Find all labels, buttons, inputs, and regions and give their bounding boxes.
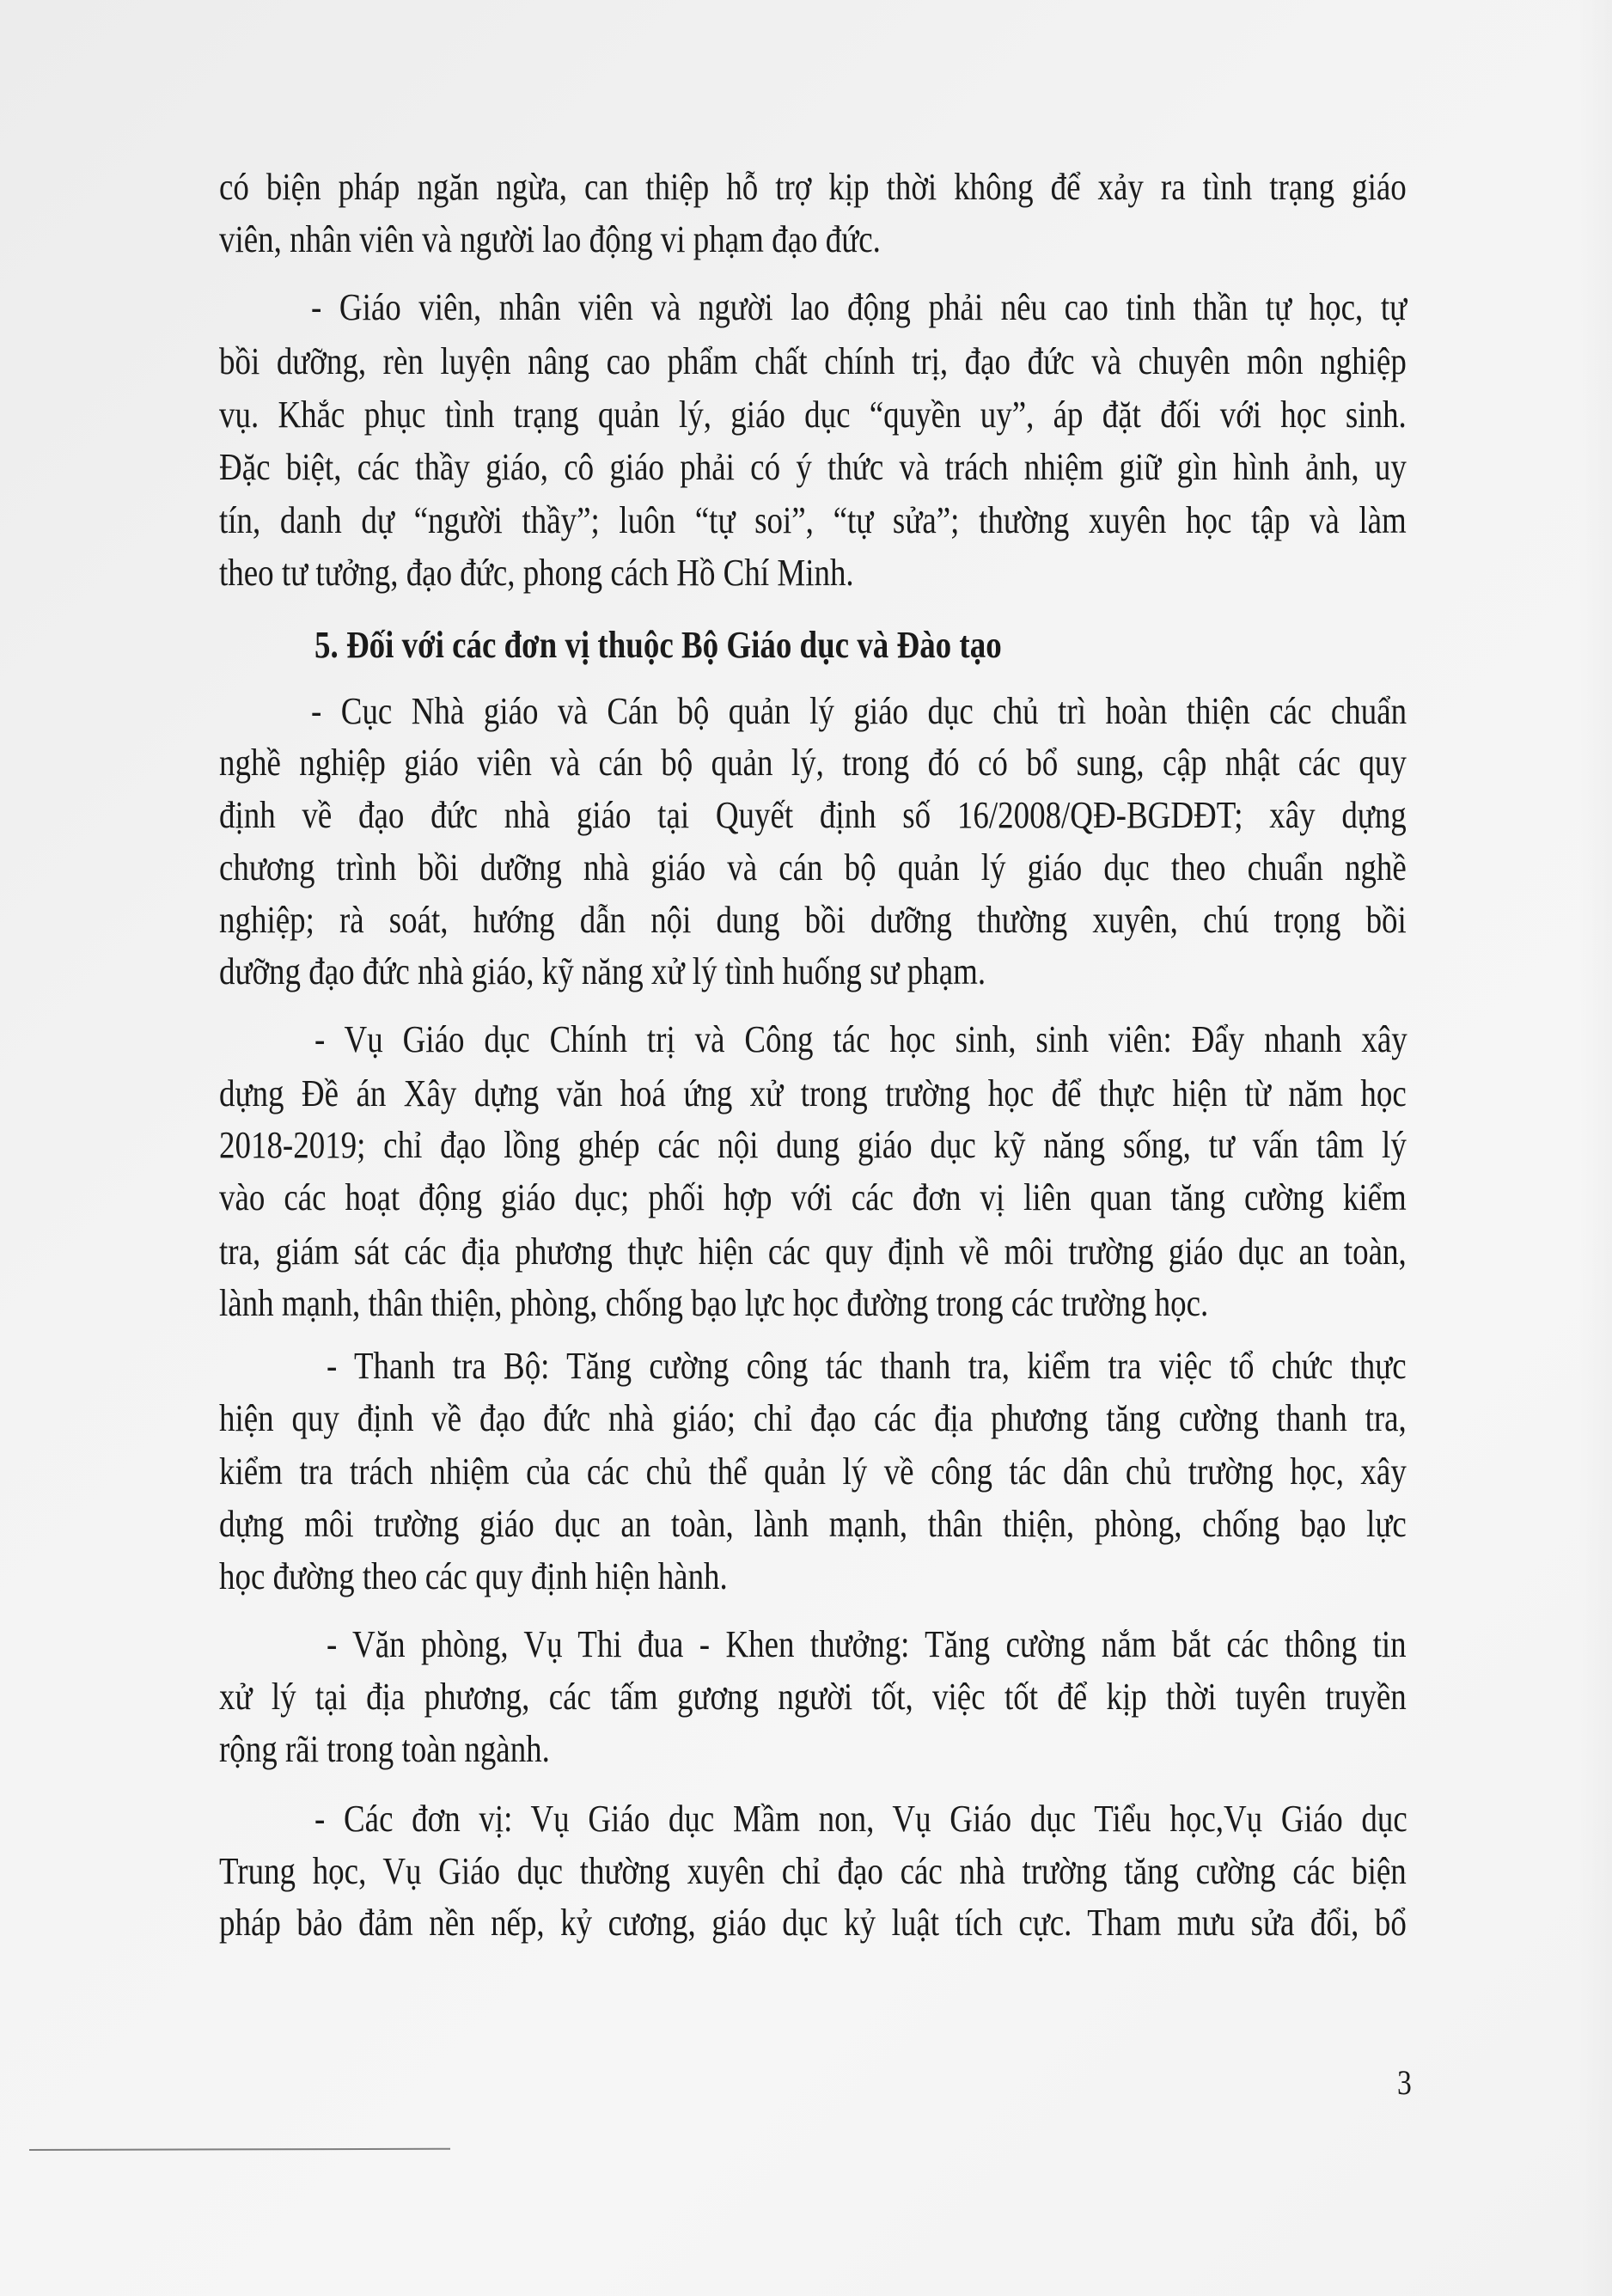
text-line: Trung học, Vụ Giáo dục thường xuyên chỉ đạo các nhà trường tăng cường các biện: [219, 1850, 1407, 1892]
text-line: nghề nghiệp giáo viên và cán bộ quản lý, trong đó có bổ sung, cập nhật các quy: [219, 742, 1407, 784]
text-line: rộng rãi trong toàn ngành.: [219, 1728, 550, 1770]
text-line: tra, giám sát các địa phương thực hiện các quy định về môi trường giáo dục an toàn,: [219, 1230, 1407, 1273]
text-line: lành mạnh, thân thiện, phòng, chống bạo lực học đường trong các trường học.: [219, 1282, 1209, 1324]
text-line: - Giáo viên, nhân viên và người lao động phải nêu cao tinh thần tự học, tự: [311, 286, 1407, 328]
text-line: chương trình bồi dưỡng nhà giáo và cán bộ quản lý giáo dục theo chuẩn nghề: [219, 846, 1407, 888]
text-line: định về đạo đức nhà giáo tại Quyết định số 16/2008/QĐ-BGDĐT; xây dựng: [219, 794, 1407, 836]
text-line: tín, danh dự “người thầy”; luôn “tự soi”, “tự sửa”; thường xuyên học tập và làm: [219, 499, 1407, 541]
text-line: theo tư tưởng, đạo đức, phong cách Hồ Chí Minh.: [219, 552, 854, 594]
text-line: hiện quy định về đạo đức nhà giáo; chỉ đạo các địa phương tăng cường thanh tra,: [219, 1397, 1407, 1439]
text-line: - Các đơn vị: Vụ Giáo dục Mầm non, Vụ Giáo dục Tiểu học,Vụ Giáo dục: [314, 1798, 1407, 1840]
text-line: kiểm tra trách nhiệm của các chủ thể quản lý về công tác dân chủ trường học, xây: [219, 1450, 1407, 1493]
text-line: có biện pháp ngăn ngừa, can thiệp hỗ trợ kịp thời không để xảy ra tình trạng giáo: [219, 166, 1407, 208]
text-line: pháp bảo đảm nền nếp, kỷ cương, giáo dục kỷ luật tích cực. Tham mưu sửa đổi, bổ: [219, 1902, 1407, 1944]
text-line: xử lý tại địa phương, các tấm gương người tốt, việc tốt để kịp thời tuyên truyền: [219, 1676, 1407, 1718]
text-line: 2018-2019; chỉ đạo lồng ghép các nội dung giáo dục kỹ năng sống, tư vấn tâm lý: [219, 1124, 1407, 1166]
page-edge-shadow: [1578, 0, 1612, 2296]
text-line: nghiệp; rà soát, hướng dẫn nội dung bồi dưỡng thường xuyên, chú trọng bồi: [219, 899, 1407, 941]
text-line: vào các hoạt động giáo dục; phối hợp với các đơn vị liên quan tăng cường kiểm: [219, 1176, 1407, 1218]
footer-rule: [29, 2148, 450, 2151]
text-line: dựng Đề án Xây dựng văn hoá ứng xử trong trường học để thực hiện từ năm học: [219, 1072, 1407, 1114]
text-line: bồi dưỡng, rèn luyện nâng cao phẩm chất chính trị, đạo đức và chuyên môn nghiệp: [219, 340, 1407, 382]
text-line: - Vụ Giáo dục Chính trị và Công tác học sinh, sinh viên: Đẩy nhanh xây: [314, 1018, 1407, 1060]
text-line: - Văn phòng, Vụ Thi đua - Khen thưởng: Tăng cường nắm bắt các thông tin: [327, 1623, 1407, 1665]
text-line: - Thanh tra Bộ: Tăng cường công tác thanh tra, kiểm tra việc tổ chức thực: [327, 1345, 1407, 1387]
section-heading: 5. Đối với các đơn vị thuộc Bộ Giáo dục và Đào tạo: [314, 624, 1002, 666]
text-line: dưỡng đạo đức nhà giáo, kỹ năng xử lý tình huống sư phạm.: [219, 950, 986, 992]
text-line: - Cục Nhà giáo và Cán bộ quản lý giáo dục chủ trì hoàn thiện các chuẩn: [311, 690, 1407, 732]
text-line: vụ. Khắc phục tình trạng quản lý, giáo dục “quyền uy”, áp đặt đối với học sinh.: [219, 394, 1407, 436]
text-line: viên, nhân viên và người lao động vi phạm đạo đức.: [219, 218, 881, 260]
page-number: 3: [1397, 2063, 1412, 2102]
text-line: học đường theo các quy định hiện hành.: [219, 1555, 728, 1597]
text-line: Đặc biệt, các thầy giáo, cô giáo phải có ý thức và trách nhiệm giữ gìn hình ảnh, uy: [219, 446, 1407, 488]
text-line: dựng môi trường giáo dục an toàn, lành mạnh, thân thiện, phòng, chống bạo lực: [219, 1503, 1407, 1545]
